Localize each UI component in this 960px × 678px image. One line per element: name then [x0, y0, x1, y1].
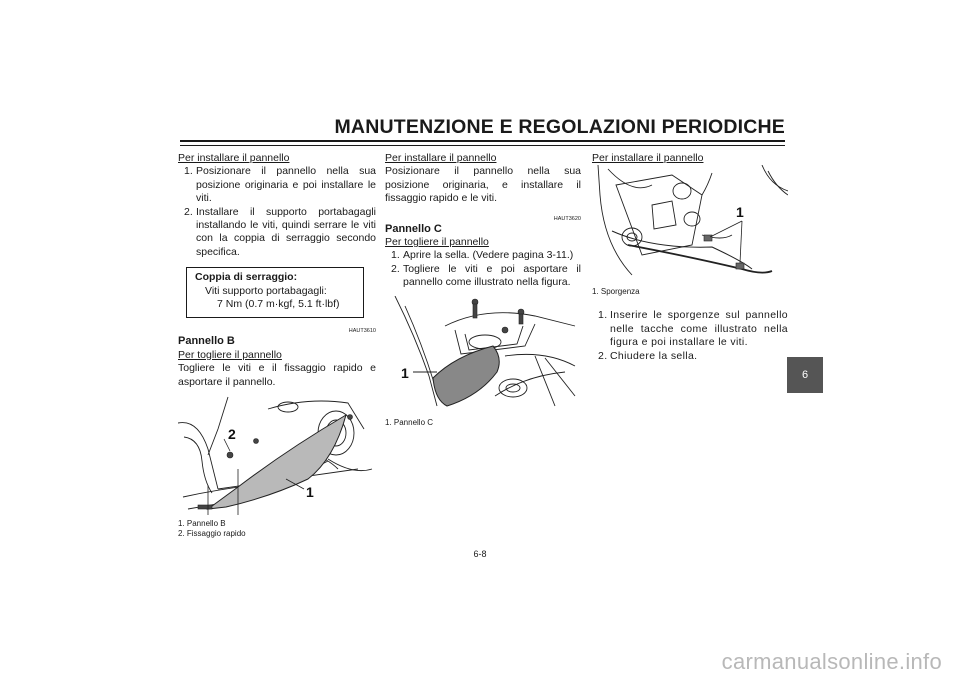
install-text: Posizionare il pannello nella sua posizione originaria, e installare il fissaggio rapido e le viti.: [385, 165, 581, 205]
caption: 1. Pannello C: [385, 417, 434, 427]
panel-b-illustration: [178, 389, 374, 519]
column-1: [178, 152, 376, 539]
header-rule: [180, 140, 785, 142]
section-title-panel-b: Pannello B: [178, 335, 235, 348]
protrusion-illustration: [592, 165, 788, 285]
list-item: [592, 350, 788, 363]
step-number: 1.: [391, 249, 400, 262]
install-heading: Per installare il pannello: [592, 152, 704, 164]
remove-heading: Per togliere il pannello: [178, 348, 282, 361]
install-heading: Per installare il pannello: [385, 152, 497, 164]
step-text: Installare il supporto portabagagli installando le viti, quindi serrare le viti con la coppia di serraggio secondo specifica.: [196, 205, 376, 258]
install-heading: Per installare il pannello: [178, 152, 290, 164]
list-item: [178, 165, 376, 205]
section-title-panel-c: Pannello C: [385, 222, 442, 235]
watermark: carmanualsonline.info: [721, 648, 942, 674]
torque-value: 7 Nm (0.7 m·kgf, 5.1 ft·lbf): [217, 298, 340, 311]
caption: 2. Fissaggio rapido: [178, 529, 246, 539]
remove-steps: [385, 249, 581, 289]
step-text: Inserire le sporgenze sul pannello nelle tacche come illustrato nella figura e poi installare le viti.: [610, 309, 788, 349]
list-item: [385, 249, 581, 262]
page-title: MANUTENZIONE E REGOLAZIONI PERIODICHE: [334, 116, 785, 138]
torque-heading: Coppia di serraggio:: [195, 271, 298, 284]
step-number: 2.: [598, 349, 608, 362]
list-item: [592, 309, 788, 349]
step-text: Togliere le viti e poi asportare il pannello come illustrato nella figura.: [403, 262, 581, 289]
torque-item: Viti supporto portabagagli:: [205, 284, 327, 297]
figure-label: 1: [401, 364, 409, 381]
remove-heading: Per togliere il pannello: [385, 236, 489, 249]
step-number: 1.: [184, 165, 193, 178]
reference-code: HAUT3610: [348, 328, 376, 335]
figure-label: 1: [736, 204, 744, 221]
reference-code: HAUT3620: [553, 215, 581, 222]
caption: 1. Pannello B: [178, 519, 226, 529]
list-item: [385, 263, 581, 290]
step-text: Chiudere la sella.: [610, 349, 698, 362]
install-steps: [592, 309, 788, 363]
caption: 1. Sporgenza: [592, 287, 640, 297]
figure-label: 1: [306, 484, 314, 501]
step-text: Posizionare il pannello nella sua posizione originaria e poi installare le viti.: [196, 165, 376, 205]
header-rule-thin: [180, 145, 785, 146]
step-text: Aprire la sella. (Vedere pagina 3-11.): [403, 249, 574, 262]
column-2: [385, 152, 581, 428]
list-item: [178, 206, 376, 260]
remove-text: Togliere le viti e il fissaggio rapido e asportare il pannello.: [178, 362, 376, 388]
figure-label: 2: [228, 426, 236, 443]
torque-box: [186, 267, 364, 318]
page-number: 6-8: [473, 549, 487, 559]
step-number: 2.: [391, 262, 400, 275]
step-number: 2.: [184, 205, 193, 218]
step-number: 1.: [598, 309, 608, 322]
install-steps: [178, 165, 376, 259]
panel-c-illustration: [385, 296, 581, 418]
chapter-tab: 6: [787, 357, 823, 393]
column-3: [592, 152, 788, 363]
